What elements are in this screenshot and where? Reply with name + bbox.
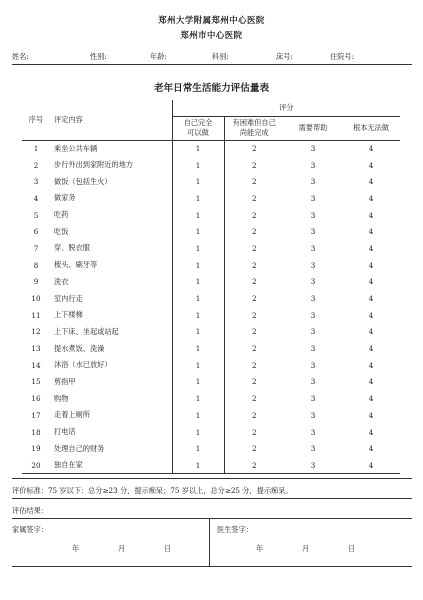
row-score2: 2 — [224, 274, 284, 291]
row-number: 20 — [22, 457, 50, 474]
row-number: 1 — [33, 144, 39, 154]
evaluation-result-label: 评估结果： — [12, 506, 48, 515]
row-score3: 3 — [310, 277, 316, 287]
criteria-divider — [12, 498, 412, 499]
row-score2: 2 — [224, 290, 284, 307]
row-item: 独自在家 — [50, 457, 172, 474]
col-header-score1-line2: 可以做 — [187, 128, 209, 137]
doctor-date-year: 年 — [256, 544, 264, 553]
row-score1: 1 — [172, 307, 224, 324]
row-score2: 2 — [224, 240, 284, 257]
row-number: 4 — [33, 193, 39, 203]
row-score4: 4 — [368, 210, 374, 220]
table-row — [22, 307, 400, 324]
row-score3: 3 — [310, 427, 316, 437]
row-number: 15 — [31, 377, 41, 387]
row-score2: 2 — [224, 340, 284, 357]
row-score4: 4 — [368, 427, 374, 437]
row-score4: 4 — [368, 177, 374, 187]
row-number: 7 — [33, 243, 39, 253]
col-header-score-group: 评分 — [172, 100, 400, 116]
row-score4: 4 — [368, 294, 374, 304]
row-item: 购物 — [54, 393, 69, 403]
row-score3: 3 — [310, 327, 316, 337]
row-score1: 1 — [172, 173, 224, 190]
col-header-score2-line1: 有困难但自己 — [232, 118, 276, 127]
row-score3: 3 — [310, 243, 316, 253]
row-score2: 2 — [224, 157, 284, 174]
row-item: 吃饭 — [54, 226, 69, 236]
col-header-score1 — [172, 116, 224, 140]
row-number: 6 — [33, 227, 39, 237]
row-number: 9 — [33, 277, 39, 287]
col-header-score1-line1: 自己完全 — [183, 118, 213, 127]
row-score3: 3 — [310, 310, 316, 320]
table-bottom-line — [12, 478, 412, 479]
patient-info-divider — [12, 64, 412, 65]
row-score3: 3 — [310, 227, 316, 237]
row-score1: 1 — [172, 424, 224, 441]
row-item: 沐浴（水已放好） — [54, 360, 112, 370]
table-row — [22, 357, 400, 374]
table-row — [22, 190, 400, 207]
row-score1: 1 — [172, 324, 224, 341]
col-header-content: 评定内容 — [50, 100, 172, 140]
row-score2: 2 — [224, 190, 284, 207]
result-divider — [12, 518, 412, 519]
signature-divider — [209, 518, 210, 566]
row-score4: 4 — [368, 394, 374, 404]
row-item: 走着上厕所 — [54, 410, 90, 420]
gender-label: 性别: — [90, 52, 107, 61]
family-date-day: 日 — [164, 544, 172, 553]
row-score4: 4 — [368, 327, 374, 337]
row-score4: 4 — [368, 144, 374, 154]
row-number: 8 — [33, 260, 39, 270]
row-number: 11 — [31, 310, 41, 320]
row-score3: 3 — [310, 160, 316, 170]
row-item: 乘坐公共车辆 — [54, 143, 98, 153]
table-row — [22, 257, 400, 274]
row-score2: 2 — [224, 307, 284, 324]
table-row — [22, 140, 400, 157]
row-score4: 4 — [368, 260, 374, 270]
row-score4: 4 — [368, 410, 374, 420]
row-number: 16 — [31, 394, 41, 404]
row-score3: 3 — [310, 294, 316, 304]
table-row — [22, 290, 400, 307]
table-row — [22, 407, 400, 424]
row-number: 19 — [31, 444, 41, 454]
row-score1: 1 — [172, 190, 224, 207]
row-score4: 4 — [368, 227, 374, 237]
table-row — [22, 223, 400, 240]
row-item: 上下床、坐起或站起 — [54, 326, 119, 336]
row-item: 吃药 — [54, 210, 69, 220]
row-number: 2 — [33, 160, 39, 170]
row-score4: 4 — [368, 193, 374, 203]
row-item: 洗衣 — [54, 276, 69, 286]
row-item: 上下楼梯 — [54, 310, 83, 320]
row-score1: 1 — [172, 457, 224, 474]
table-row — [22, 207, 400, 224]
table-row — [22, 374, 400, 391]
table-row — [22, 157, 400, 174]
col-header-score2-line2: 尚能完成 — [239, 128, 269, 137]
row-item: 剪指甲 — [54, 376, 76, 386]
row-score3: 3 — [310, 444, 316, 454]
row-number: 5 — [33, 210, 39, 220]
bed-label: 床号: — [276, 52, 293, 61]
table-row — [22, 457, 400, 474]
table-row — [22, 424, 400, 441]
family-date-year: 年 — [72, 544, 80, 553]
row-score1: 1 — [172, 374, 224, 391]
hospital-name-line2: 郑州市中心医院 — [180, 30, 243, 40]
row-score2: 2 — [224, 424, 284, 441]
row-score2: 2 — [224, 357, 284, 374]
row-item: 穿、脱衣服 — [54, 243, 90, 253]
row-score1: 1 — [172, 290, 224, 307]
name-label: 姓名: — [12, 52, 29, 61]
row-score1: 1 — [172, 340, 224, 357]
row-score3: 3 — [310, 344, 316, 354]
row-score2: 2 — [224, 440, 284, 457]
row-number: 10 — [31, 294, 41, 304]
row-item: 步行外出到家附近的地方 — [54, 160, 134, 170]
row-number: 18 — [31, 427, 41, 437]
row-item: 做饭（包括生火） — [54, 176, 112, 186]
row-score3: 3 — [310, 193, 316, 203]
row-score4: 4 — [342, 457, 400, 474]
row-number: 13 — [31, 344, 41, 354]
table-row — [22, 340, 400, 357]
col-header-score2 — [224, 116, 284, 140]
row-score2: 2 — [224, 173, 284, 190]
row-number: 12 — [31, 327, 41, 337]
row-number: 14 — [31, 360, 41, 370]
col-header-no: 序号 — [22, 100, 50, 140]
doctor-date-day: 日 — [348, 544, 356, 553]
table-row — [22, 240, 400, 257]
row-score2: 2 — [224, 207, 284, 224]
row-score4: 4 — [368, 160, 374, 170]
age-label: 年龄: — [150, 52, 167, 61]
form-title: 老年日常生活能力评估量表 — [153, 83, 270, 94]
doctor-date-month: 月 — [302, 544, 310, 553]
row-score4: 4 — [368, 344, 374, 354]
table-row — [22, 440, 400, 457]
row-score4: 4 — [368, 277, 374, 287]
row-score1: 1 — [172, 440, 224, 457]
row-score1: 1 — [172, 240, 224, 257]
department-label: 科别: — [212, 52, 229, 61]
row-item: 做家务 — [54, 193, 76, 203]
table-row — [22, 324, 400, 341]
row-score1: 1 — [172, 357, 224, 374]
row-score3: 3 — [310, 410, 316, 420]
row-score3: 3 — [284, 457, 342, 474]
inpatient-no-label: 住院号: — [330, 52, 354, 61]
row-score2: 2 — [224, 407, 284, 424]
row-score1: 1 — [172, 257, 224, 274]
row-score1: 1 — [172, 390, 224, 407]
table-body — [22, 140, 400, 474]
row-number: 3 — [33, 177, 39, 187]
row-score1: 1 — [172, 207, 224, 224]
row-item: 室内行走 — [54, 293, 83, 303]
col-header-score3: 需要帮助 — [284, 116, 342, 140]
row-score2: 2 — [224, 223, 284, 240]
row-score1: 1 — [172, 274, 224, 291]
row-score3: 3 — [310, 144, 316, 154]
row-score2: 2 — [224, 374, 284, 391]
assessment-table — [22, 100, 400, 474]
row-score3: 3 — [310, 260, 316, 270]
row-score2: 2 — [224, 140, 284, 157]
row-score2: 2 — [224, 390, 284, 407]
row-score4: 4 — [368, 377, 374, 387]
row-score2: 2 — [224, 457, 284, 474]
family-signature-label: 家属签字： — [12, 525, 48, 534]
row-score2: 2 — [224, 324, 284, 341]
row-score3: 3 — [310, 394, 316, 404]
family-date-month: 月 — [118, 544, 126, 553]
table-row — [22, 173, 400, 190]
table-row — [22, 274, 400, 291]
row-item: 打电话 — [54, 427, 76, 437]
row-score1: 1 — [172, 140, 224, 157]
doctor-signature-label: 医生签字： — [217, 525, 253, 534]
row-score4: 4 — [368, 243, 374, 253]
page-bottom-line — [12, 566, 412, 567]
row-score4: 4 — [368, 444, 374, 454]
row-score1: 1 — [172, 407, 224, 424]
evaluation-criteria: 评价标准：75 岁以下：总分≥23 分，提示痴呆；75 岁以上，总分≥25 分，提示痴呆。 — [12, 486, 293, 495]
row-number: 17 — [31, 410, 41, 420]
row-item: 梳头、刷牙等 — [54, 260, 98, 270]
row-score4: 4 — [368, 360, 374, 370]
table-row — [22, 390, 400, 407]
row-score1: 1 — [172, 157, 224, 174]
row-score3: 3 — [310, 377, 316, 387]
row-score4: 4 — [368, 310, 374, 320]
row-item: 提水煮饭、洗澡 — [54, 343, 105, 353]
row-score3: 3 — [310, 177, 316, 187]
row-score3: 3 — [310, 210, 316, 220]
col-header-score4: 根本无法做 — [342, 116, 400, 140]
hospital-name-line1: 郑州大学附属郑州中心医院 — [158, 15, 265, 25]
row-score3: 3 — [310, 360, 316, 370]
row-score2: 2 — [224, 257, 284, 274]
row-item: 处理自己的财务 — [54, 443, 105, 453]
row-score1: 1 — [172, 223, 224, 240]
